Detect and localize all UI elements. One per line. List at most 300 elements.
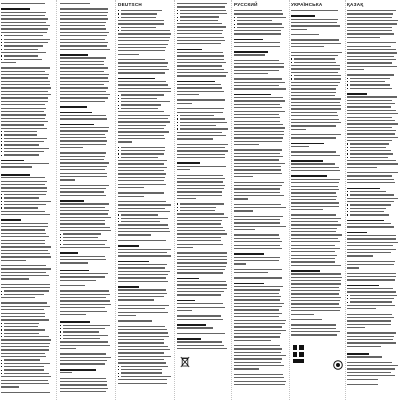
text-line (347, 163, 398, 164)
text-line (177, 307, 225, 308)
text-line (347, 273, 396, 274)
text-line (4, 148, 49, 149)
text-line (177, 99, 225, 100)
text-line (1, 268, 51, 269)
text-line (118, 111, 164, 112)
text-line (177, 252, 227, 253)
subheading-line (60, 369, 96, 371)
text-line (234, 104, 280, 105)
text-line (118, 84, 168, 85)
text-line (347, 133, 395, 134)
text-line (291, 206, 339, 207)
text-line (118, 160, 167, 161)
text-line (291, 105, 341, 106)
text-line (4, 45, 43, 46)
bullet-mark (1, 207, 2, 208)
subheading-line (291, 175, 327, 177)
text-line (291, 293, 339, 294)
text-line (177, 30, 223, 31)
bullet-mark (1, 35, 2, 36)
text-line (180, 125, 216, 126)
text-line (4, 290, 49, 291)
crossed-bin-icon (180, 356, 190, 368)
bullet-mark (118, 373, 119, 374)
text-line (347, 103, 395, 104)
text-line (347, 226, 394, 227)
text-line (60, 191, 104, 192)
text-line (294, 78, 341, 79)
text-line (180, 118, 225, 119)
text-line (1, 62, 16, 63)
text-line (234, 340, 271, 341)
text-line (1, 226, 48, 227)
text-line (350, 157, 388, 158)
text-line (118, 180, 164, 181)
text-line (1, 166, 32, 167)
text-line (234, 111, 285, 112)
text-line (234, 42, 280, 43)
text-line (177, 175, 223, 176)
text-line (291, 10, 338, 11)
text-line (118, 293, 167, 294)
text-line (234, 33, 281, 34)
text-line (347, 336, 394, 337)
text-line (118, 329, 167, 330)
text-line (347, 130, 396, 131)
text-line (291, 280, 341, 281)
text-line (291, 303, 339, 304)
text-line (121, 27, 156, 28)
text-line (118, 383, 167, 384)
text-line (347, 120, 395, 121)
bullet-mark (118, 98, 119, 99)
bullet-mark (1, 336, 2, 337)
text-line (237, 23, 282, 24)
bullet-mark (118, 150, 119, 151)
bullet-mark (1, 151, 2, 152)
bullet-mark (1, 141, 2, 142)
subheading-line (234, 283, 264, 285)
text-line (177, 178, 225, 179)
text-line (1, 97, 48, 98)
bullet-mark (291, 78, 292, 79)
text-line (4, 207, 38, 208)
text-line (60, 388, 108, 389)
text-line (60, 360, 107, 361)
text-line (177, 327, 213, 328)
text-line (347, 66, 397, 67)
text-line (234, 345, 280, 346)
text-line (347, 372, 391, 373)
text-line (121, 366, 168, 367)
text-line (291, 241, 340, 242)
subheading-line (60, 112, 92, 114)
text-line (177, 348, 227, 349)
text-line (4, 194, 46, 195)
text-line (177, 262, 227, 263)
text-line (118, 131, 169, 132)
text-line (234, 238, 280, 239)
text-line (234, 192, 280, 193)
subheading-line (60, 106, 87, 108)
text-line (234, 153, 280, 154)
text-line (234, 320, 286, 321)
text-line (291, 85, 338, 86)
text-line (1, 128, 47, 129)
text-line (291, 92, 336, 93)
text-line (4, 131, 37, 132)
text-line (177, 217, 228, 218)
bullet-mark (118, 13, 119, 14)
bullet-mark (347, 204, 348, 205)
text-line (60, 25, 105, 26)
text-line (4, 336, 49, 337)
text-line (234, 257, 280, 258)
text-line (1, 253, 50, 254)
text-line (234, 149, 282, 150)
bullet-mark (347, 78, 348, 79)
text-line (60, 49, 110, 50)
text-line (347, 339, 393, 340)
text-line (347, 172, 398, 173)
text-line (291, 258, 335, 259)
text-line (347, 23, 397, 24)
text-line (291, 137, 336, 138)
text-line (1, 81, 50, 82)
subheading-line (347, 93, 367, 95)
text-line (118, 125, 166, 126)
text-line (1, 181, 47, 182)
bullet-mark (347, 191, 348, 192)
text-line (118, 66, 167, 67)
text-line (291, 228, 337, 229)
text-line (291, 248, 340, 249)
text-line (237, 17, 286, 18)
text-line (118, 240, 166, 241)
text-line (347, 365, 398, 366)
text-line (234, 88, 286, 89)
text-line (234, 66, 284, 67)
text-line (234, 141, 282, 142)
text-line (234, 166, 281, 167)
text-line (234, 323, 285, 324)
text-line (234, 260, 279, 261)
text-line (60, 363, 105, 364)
text-line (347, 342, 396, 343)
text-line (118, 37, 170, 38)
subheading-line (60, 54, 88, 56)
text-line (180, 20, 218, 21)
subheading-line (177, 300, 195, 302)
text-line (118, 88, 171, 89)
text-line (4, 333, 39, 334)
text-line (177, 288, 227, 289)
text-line (177, 59, 224, 60)
text-line (1, 313, 45, 314)
text-line (234, 114, 279, 115)
text-line (347, 235, 396, 236)
text-line (291, 196, 337, 197)
bullet-mark (347, 157, 348, 158)
text-line (1, 67, 50, 68)
text-line (118, 231, 170, 232)
text-line (291, 122, 341, 123)
text-line (4, 154, 39, 155)
text-line (1, 214, 50, 215)
text-line (350, 147, 386, 148)
text-line (118, 352, 164, 353)
text-line (291, 65, 340, 66)
text-line (118, 44, 168, 45)
text-line (121, 17, 156, 18)
text-line (177, 40, 225, 41)
text-line (60, 39, 105, 40)
text-line (234, 121, 280, 122)
text-line (347, 255, 373, 256)
subheading-line (234, 51, 268, 53)
text-line (177, 84, 221, 85)
text-line (350, 153, 393, 154)
text-line (177, 191, 222, 192)
subheading-line (347, 285, 379, 287)
text-line (347, 30, 392, 31)
text-line (177, 26, 226, 27)
text-line (234, 219, 280, 220)
section-header-kazakh: ҚАЗАҚ (347, 2, 364, 7)
text-line (118, 40, 169, 41)
text-line (60, 42, 108, 43)
text-line (347, 223, 391, 224)
text-line (347, 56, 394, 57)
text-line (1, 223, 48, 224)
text-line (60, 166, 107, 167)
text-line (234, 241, 282, 242)
bullet-mark (118, 95, 119, 96)
text-line (234, 309, 279, 310)
text-line (180, 210, 215, 211)
text-line (1, 287, 50, 288)
text-line (177, 213, 224, 214)
text-line (177, 65, 222, 66)
text-line (347, 245, 393, 246)
text-line (1, 3, 45, 4)
text-line (1, 346, 49, 347)
text-line (347, 320, 391, 321)
text-line (118, 339, 164, 340)
text-line (291, 314, 314, 315)
text-line (234, 362, 281, 363)
bullet-mark (1, 155, 2, 156)
text-line (118, 224, 168, 225)
text-line (291, 214, 336, 215)
text-line (60, 130, 108, 131)
text-line (234, 144, 259, 145)
text-line (177, 33, 222, 34)
text-line (291, 287, 339, 288)
text-line (347, 288, 393, 289)
text-line (177, 233, 227, 234)
text-line (1, 32, 47, 33)
text-line (347, 198, 398, 199)
bullet-mark (347, 143, 348, 144)
subheading-line (347, 188, 380, 190)
text-line (177, 154, 225, 155)
text-line (60, 159, 104, 160)
text-line (234, 368, 259, 369)
bullet-mark (347, 298, 348, 299)
text-line (291, 334, 337, 335)
text-line (291, 95, 335, 96)
bullet-mark (347, 153, 348, 154)
text-line (4, 197, 39, 198)
text-line (350, 301, 392, 302)
text-line (118, 346, 168, 347)
text-line (177, 55, 224, 56)
text-line (291, 331, 340, 332)
text-line (291, 189, 339, 190)
text-line (177, 135, 226, 136)
text-line (63, 328, 105, 329)
bullet-mark (60, 234, 61, 235)
text-line (1, 108, 46, 109)
text-line (234, 163, 285, 164)
text-line (291, 186, 338, 187)
subheading-line (60, 124, 94, 126)
text-line (60, 32, 109, 33)
bullet-mark (1, 201, 2, 202)
text-line (177, 132, 222, 133)
text-line (291, 324, 336, 325)
subheading-line (1, 160, 24, 162)
subheading-line (177, 338, 201, 340)
text-line (347, 137, 398, 138)
subheading-line (291, 15, 315, 17)
text-line (347, 276, 396, 277)
text-line (294, 62, 336, 63)
text-line (1, 349, 49, 350)
bullet-mark (118, 214, 119, 215)
text-line (60, 391, 106, 392)
text-line (291, 119, 339, 120)
text-line (118, 320, 152, 321)
text-line (4, 323, 39, 324)
text-line (234, 358, 282, 359)
text-line (291, 251, 335, 252)
text-line (291, 307, 341, 308)
bullet-mark (234, 20, 235, 21)
text-line (177, 291, 224, 292)
text-line (291, 151, 336, 152)
text-line (350, 295, 397, 296)
text-line (1, 229, 45, 230)
text-line (177, 181, 223, 182)
text-line (60, 207, 105, 208)
text-line (350, 78, 390, 79)
text-line (291, 55, 338, 56)
text-line (347, 242, 398, 243)
text-line (347, 10, 396, 11)
bullet-mark (1, 360, 2, 361)
text-line (347, 37, 380, 38)
text-line (4, 55, 38, 56)
text-line (1, 260, 26, 261)
text-line (291, 68, 340, 69)
text-line (177, 333, 225, 334)
text-line (180, 13, 227, 14)
text-line (177, 247, 193, 248)
text-line (4, 204, 46, 205)
bullet-mark (1, 55, 2, 56)
text-line (121, 147, 165, 148)
text-line (1, 118, 45, 119)
text-line (118, 59, 165, 60)
text-line (177, 237, 221, 238)
text-line (291, 283, 341, 284)
text-line (347, 100, 392, 101)
text-line (1, 236, 49, 237)
text-line (180, 10, 226, 11)
text-line (291, 46, 324, 47)
text-line (347, 175, 392, 176)
text-line (1, 18, 48, 19)
text-line (234, 13, 283, 14)
text-line (234, 299, 280, 300)
text-line (347, 249, 396, 250)
bullet-mark (1, 194, 2, 195)
text-line (63, 331, 99, 332)
text-line (177, 91, 224, 92)
text-line (177, 303, 223, 304)
text-line (60, 22, 106, 23)
text-line (177, 259, 227, 260)
bullet-mark (234, 24, 235, 25)
text-line (347, 127, 392, 128)
text-line (177, 294, 221, 295)
bullet-mark (347, 214, 348, 215)
text-line (121, 372, 162, 373)
bullet-mark (234, 17, 235, 18)
text-line (1, 114, 46, 115)
bullet-mark (177, 17, 178, 18)
text-line (347, 375, 395, 376)
text-line (60, 203, 109, 204)
text-line (234, 173, 282, 174)
text-line (347, 106, 391, 107)
bullet-mark (60, 237, 61, 238)
text-line (234, 272, 268, 273)
bullet-mark (1, 363, 2, 364)
text-line (60, 285, 85, 286)
text-line (234, 269, 282, 270)
text-line (4, 369, 44, 370)
text-line (60, 45, 107, 46)
text-line (1, 191, 47, 192)
text-line (350, 194, 394, 195)
bullet-mark (1, 148, 2, 149)
bullet-mark (347, 150, 348, 151)
subheading-line (1, 219, 21, 221)
bullet-mark (1, 333, 2, 334)
bullet-mark (1, 204, 2, 205)
text-line (347, 324, 391, 325)
bullet-mark (60, 335, 61, 336)
text-line (121, 221, 160, 222)
text-line (234, 303, 284, 304)
text-line (177, 220, 222, 221)
text-line (291, 146, 309, 147)
text-line (118, 336, 169, 337)
text-line (291, 115, 338, 116)
